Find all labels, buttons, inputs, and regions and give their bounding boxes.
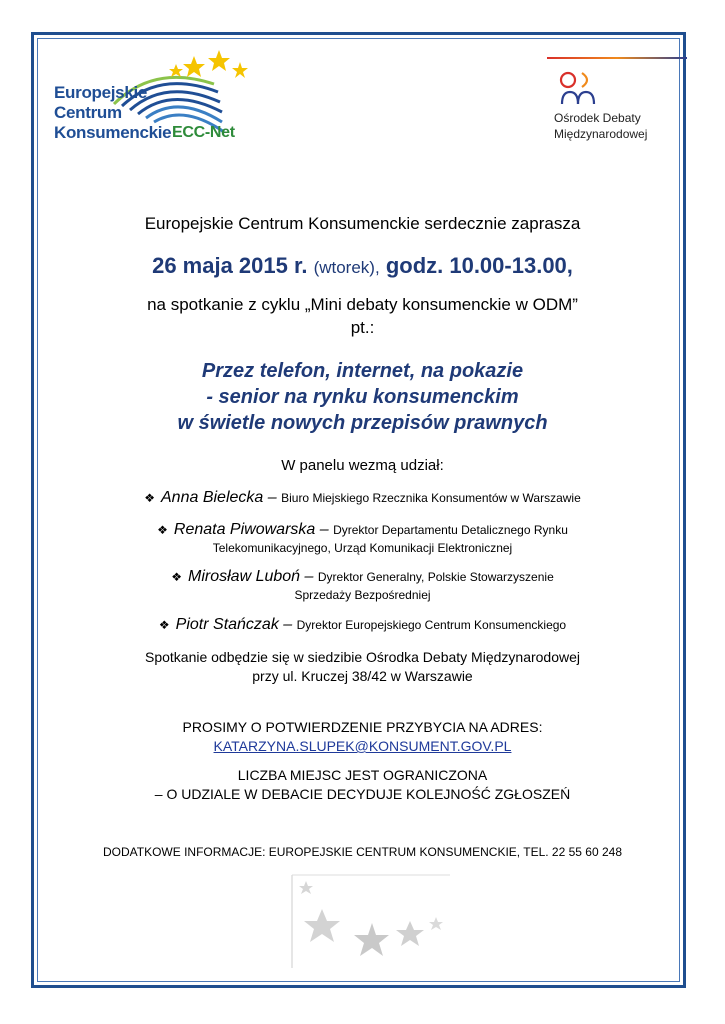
page-border-inner <box>37 38 680 982</box>
panel-heading: W panelu wezmą udział: <box>281 457 444 474</box>
panelist-name: Renata Piwowarska – <box>173 521 329 538</box>
event-date <box>40 253 685 279</box>
panelist-4 <box>40 616 685 634</box>
panelist-role: Biuro Miejskiego Rzecznika Konsumentów w Warszawie <box>281 491 581 505</box>
diamond-bullet-icon: ❖ <box>157 523 168 537</box>
debate-title-line1: Przez telefon, internet, na pokazie <box>201 360 524 382</box>
seat-limit-line1: LICZBA MIEJSC JEST OGRANICZONA <box>237 767 488 783</box>
panelist-role: Dyrektor Europejskiego Centrum Konsumenckiego <box>296 618 567 632</box>
rsvp-info <box>40 718 685 756</box>
venue-info <box>40 648 685 686</box>
diamond-bullet-icon: ❖ <box>144 491 155 505</box>
ecc-logo-line2: Centrum <box>54 103 122 122</box>
odm-logo-line1: Ośrodek Debaty <box>554 111 641 125</box>
pt-label: pt.: <box>350 318 375 337</box>
ecc-logo <box>54 44 254 154</box>
diamond-bullet-icon: ❖ <box>158 618 170 632</box>
ecc-net-tag: ECC-Net <box>172 124 235 141</box>
decorative-stars-icon <box>290 873 450 973</box>
panelist-name: Mirosław Luboń – <box>188 568 314 585</box>
venue-line1: Spotkanie odbędzie się w siedzibie Ośrodka Debaty Międzynarodowej <box>144 649 581 665</box>
panelist-role-cont: Telekomunikacyjnego, Urząd Komunikacji Elektronicznej <box>212 541 513 555</box>
event-weekday: (wtorek), <box>313 258 380 277</box>
ecc-logo-line3: Konsumenckie <box>54 123 172 142</box>
diamond-bullet-icon: ❖ <box>171 570 183 584</box>
event-time: godz. 10.00-13.00, <box>385 253 573 278</box>
panelist-role: Dyrektor Departamentu Detalicznego Rynku <box>333 523 568 537</box>
panelist-role-cont: Sprzedaży Bezpośredniej <box>294 588 431 602</box>
panelist-name: Piotr Stańczak – <box>175 616 293 633</box>
seat-limit-line2: – O UDZIALE W DEBACIE DECYDUJE KOLEJNOŚĆ ZGŁOSZEŃ <box>154 786 571 802</box>
odm-logo <box>552 70 682 160</box>
panelist-role: Dyrektor Generalny, Polskie Stowarzyszenie <box>317 570 554 584</box>
odm-top-line <box>547 57 687 59</box>
debate-title-line2: - senior na rynku konsumenckim <box>206 386 519 408</box>
debate-title-line3: w świetle nowych przepisów prawnych <box>177 412 548 434</box>
odm-logo-line2: Międzynarodowej <box>554 127 648 141</box>
panelist-3 <box>40 568 685 604</box>
panelist-name: Anna Bielecka – <box>161 489 277 506</box>
seat-limit-note <box>40 766 685 804</box>
venue-line2: przy ul. Kruczej 38/42 w Warszawie <box>252 668 473 684</box>
debate-title <box>40 358 685 436</box>
series-line: na spotkanie z cyklu „Mini debaty konsumenckie w ODM” <box>147 295 578 314</box>
event-day: 26 maja 2015 r. <box>152 253 308 278</box>
contact-info: DODATKOWE INFORMACJE: EUROPEJSKIE CENTRUM KONSUMENCKIE, TEL. 22 55 60 248 <box>102 845 622 859</box>
rsvp-line: PROSIMY O POTWIERDZENIE PRZYBYCIA NA ADRES: <box>182 719 543 735</box>
ecc-logo-line1: Europejskie <box>54 83 148 102</box>
rsvp-email-link[interactable]: KATARZYNA.SLUPEK@KONSUMENT.GOV.PL <box>213 738 512 754</box>
odm-emblem-icon <box>558 70 618 108</box>
panelist-2 <box>40 521 685 557</box>
panelist-1 <box>40 489 685 507</box>
invitation-intro: Europejskie Centrum Konsumenckie serdecznie zaprasza <box>144 214 581 233</box>
